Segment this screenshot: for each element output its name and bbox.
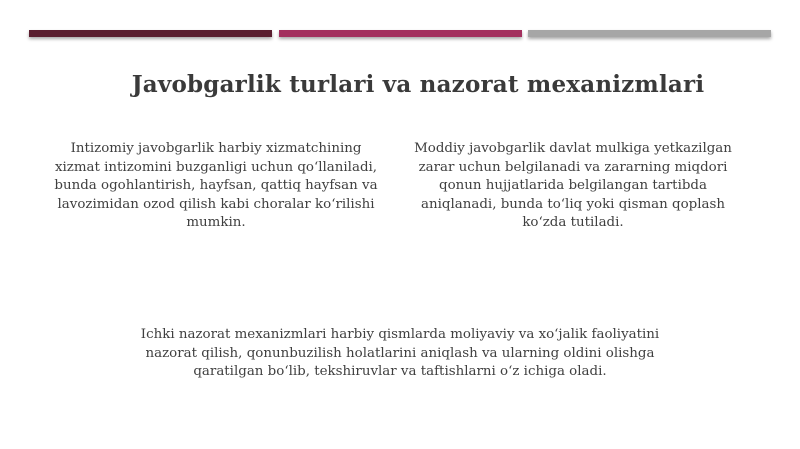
- header-bar-center: [279, 30, 522, 37]
- slide-title: Javobgarlik turlari va nazorat mexanizmlari: [131, 71, 705, 99]
- paragraph-internal-control: Ichki nazorat mexanizmlari harbiy qismlarda moliyaviy va xo‘jalik faoliyatini nazorat qilish, qonunbuzilish holatlarini aniqlash va ularning oldini olishga qaratilgan bo‘lib, tekshiruvlar va taftishlarni o‘z ichiga oladi.: [140, 327, 660, 379]
- header-bar-left: [29, 30, 272, 37]
- header-bar-right: [528, 30, 771, 37]
- paragraph-disciplinary-liability: Intizomiy javobgarlik harbiy xizmatchining xizmat intizomini buzganligi uchun qo‘llaniladi, bunda ogohlantirish, hayfsan, qattiq hayfsan va lavozimidan ozod qilish kabi choralar ko‘rilishi mumkin.: [54, 141, 378, 230]
- paragraph-material-liability: Moddiy javobgarlik davlat mulkiga yetkazilgan zarar uchun belgilanadi va zararning miqdori qonun hujjatlarida belgilangan tartibda aniqlanadi, bunda to‘liq yoki qisman qoplash ko‘zda tutiladi.: [414, 141, 732, 230]
